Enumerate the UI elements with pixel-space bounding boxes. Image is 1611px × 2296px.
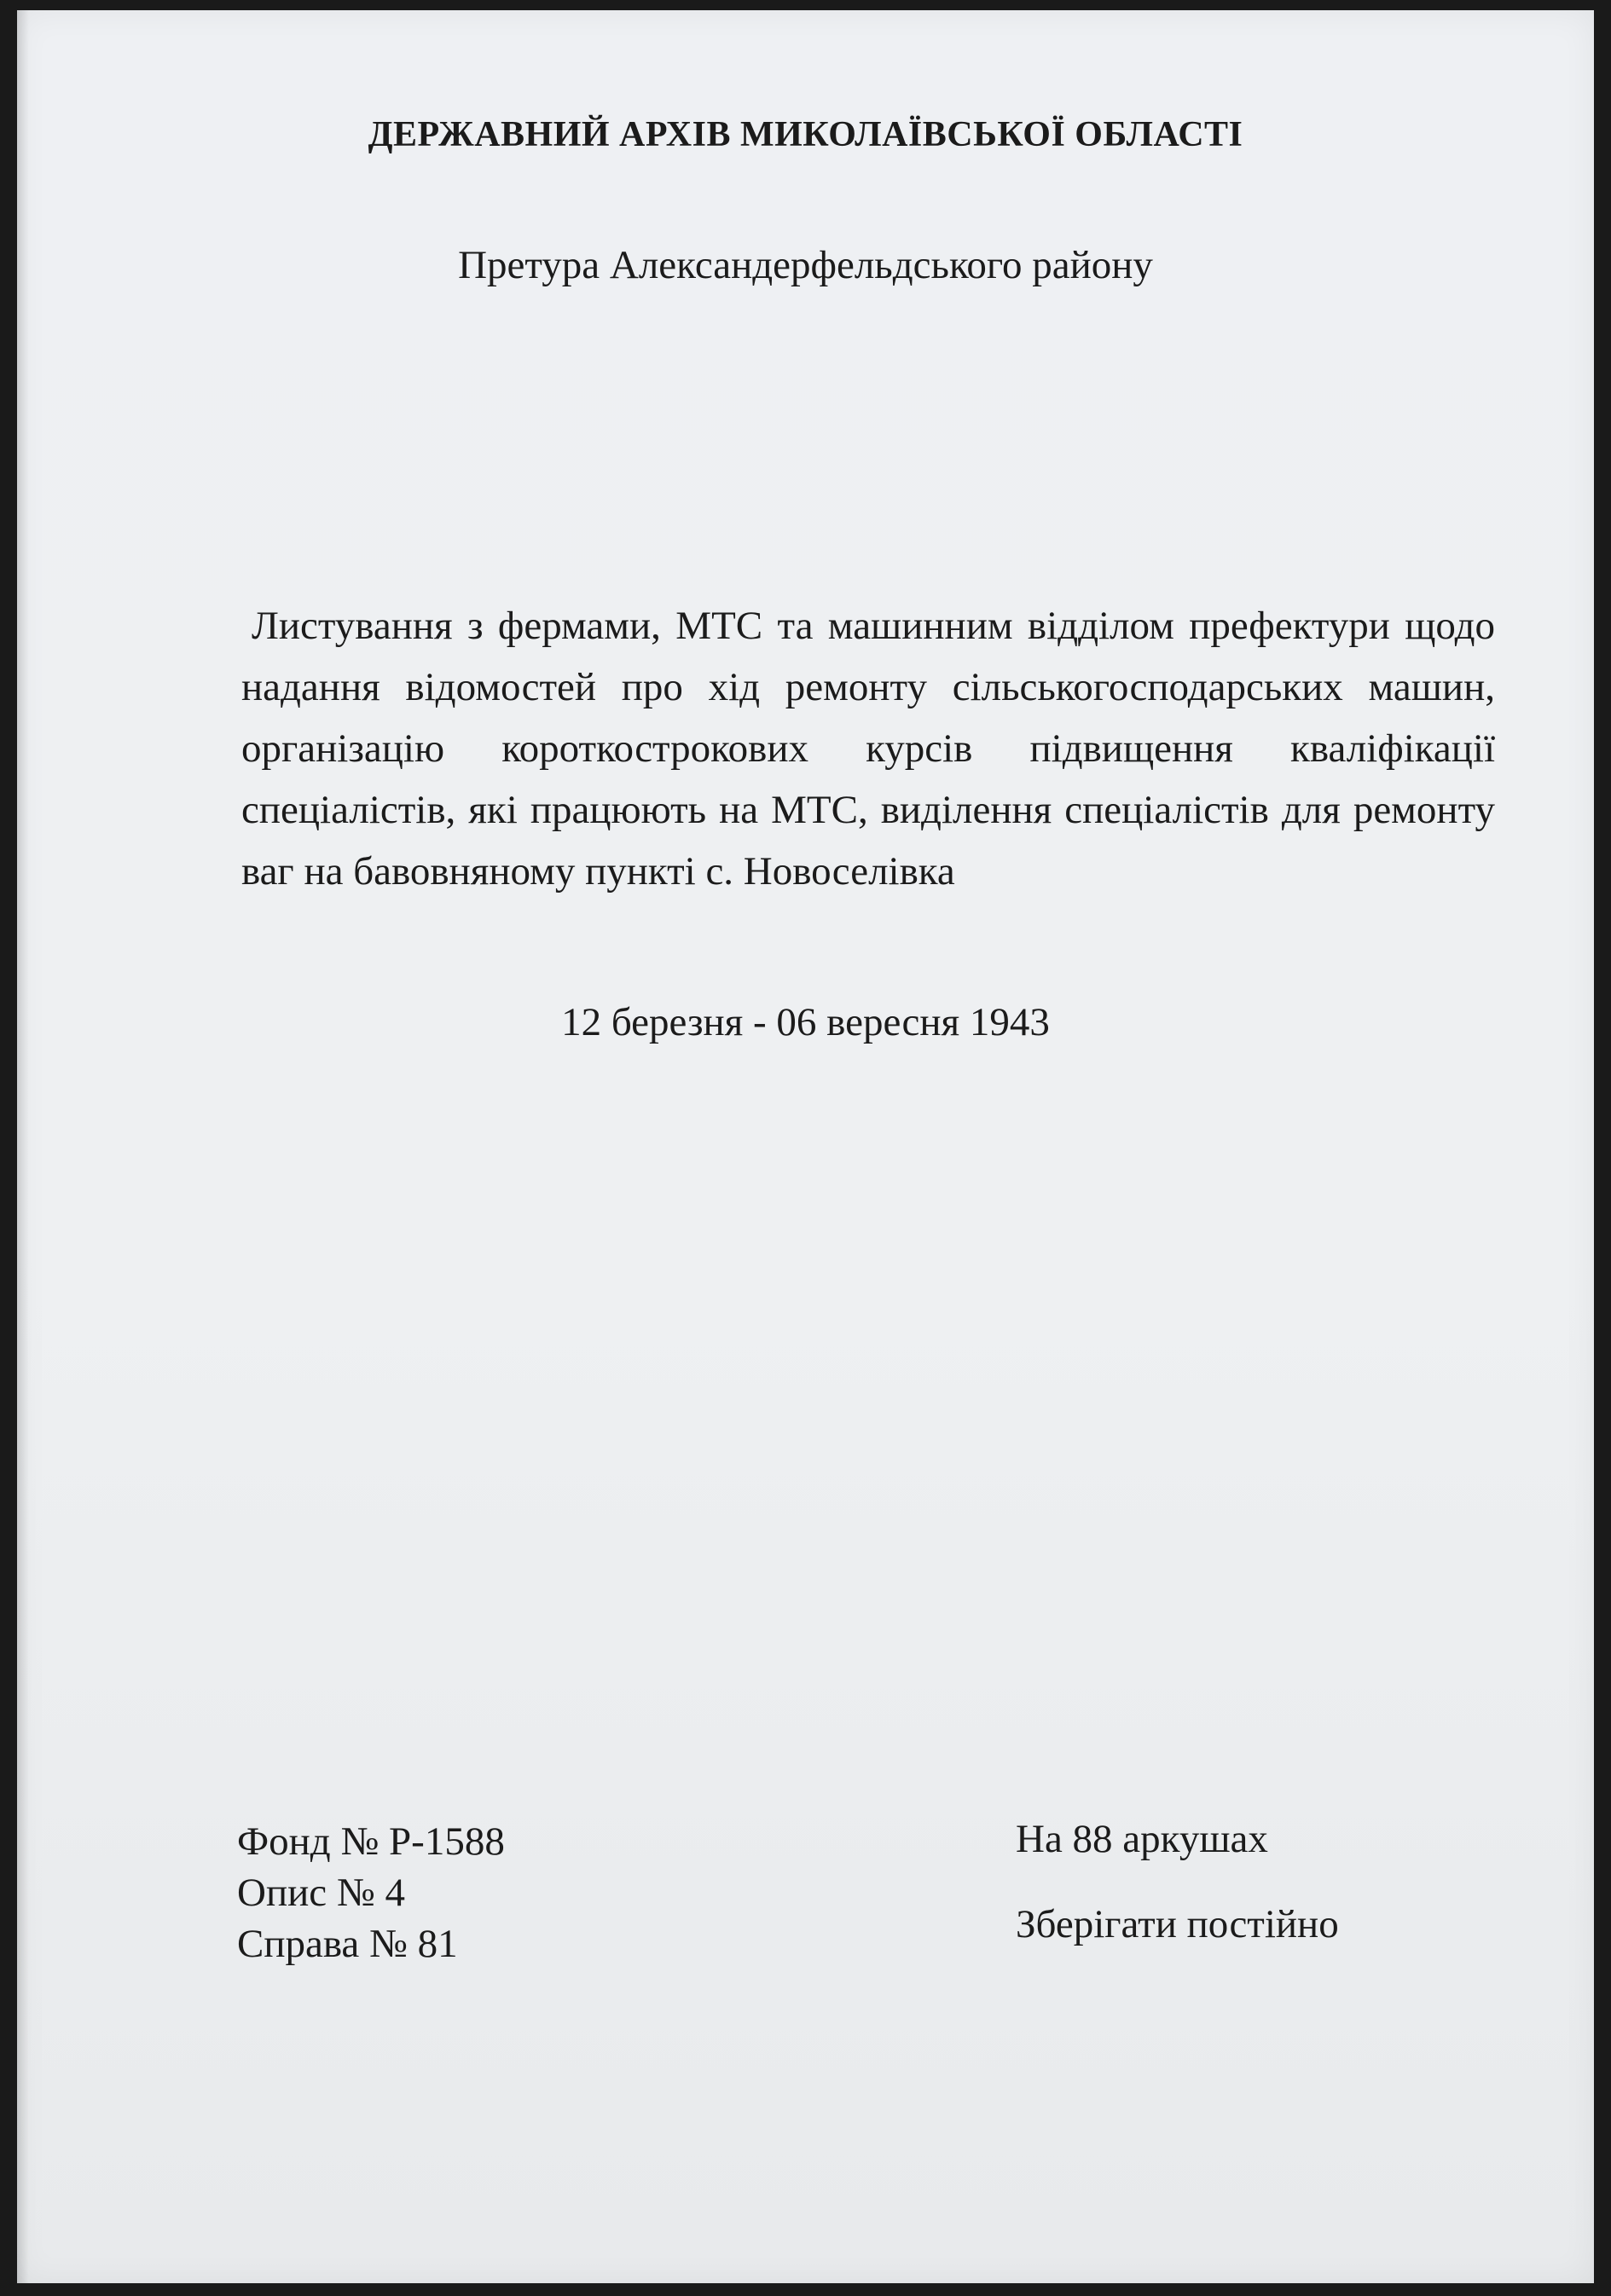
storage-info bbox=[1016, 1816, 1339, 1947]
subtitle: Претура Александерфельдського району bbox=[458, 243, 1153, 287]
sheet-count: На 88 аркушах bbox=[1016, 1817, 1268, 1861]
archive-title: ДЕРЖАВНИЙ АРХІВ МИКОЛАЇВСЬКОЇ ОБЛАСТІ bbox=[368, 115, 1243, 154]
description-text: Листування з фермами, МТС та машинним відділом префектури щодо надання відомостей про хід ремонту сільськогосподарських машин, організацію короткострокових курсів підвищення кваліфікації спеціалістів, які працюють на МТС, виділення спеціалістів для ремонту ваг на бавовняному пункті с. Новоселівка bbox=[241, 604, 1495, 894]
opys-number: Опис № 4 bbox=[237, 1871, 405, 1915]
document-page bbox=[17, 10, 1594, 2283]
description-paragraph bbox=[241, 595, 1495, 902]
archival-reference bbox=[237, 1816, 505, 1969]
retention-period: Зберігати постійно bbox=[1016, 1902, 1339, 1946]
date-range: 12 березня - 06 вересня 1943 bbox=[561, 1000, 1050, 1044]
sprava-number: Справа № 81 bbox=[237, 1922, 458, 1966]
page-left-edge bbox=[17, 10, 29, 2283]
fond-number: Фонд № Р-1588 bbox=[237, 1819, 505, 1864]
